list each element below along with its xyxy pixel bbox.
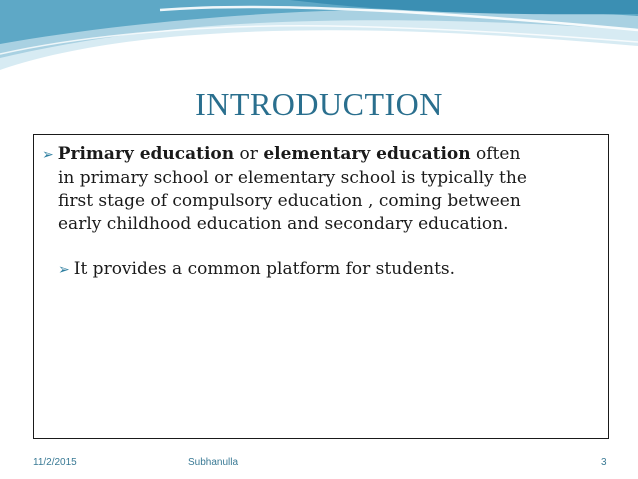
sub-bullet-item xyxy=(58,258,598,282)
bold-term-primary: Primary education xyxy=(57,144,235,164)
main-paragraph xyxy=(42,143,602,236)
decorative-wave-header xyxy=(0,0,638,90)
trailing-text: often xyxy=(470,144,521,164)
sub-bullet-text: It provides a common platform for students. xyxy=(73,259,456,279)
bold-term-elementary: elementary education xyxy=(263,144,471,164)
paragraph-line-4: early childhood education and secondary education. xyxy=(58,214,509,234)
arrow-bullet-icon: ➢ xyxy=(42,147,54,163)
footer-page-number: 3 xyxy=(601,457,607,468)
arrow-bullet-icon: ➢ xyxy=(58,262,70,278)
paragraph-line-3: first stage of compulsory education , coming between xyxy=(58,191,521,211)
connector-text: or xyxy=(234,144,264,164)
content-box xyxy=(33,134,609,439)
paragraph-line-2: in primary school or elementary school is typically the xyxy=(58,168,527,188)
footer-date: 11/2/2015 xyxy=(33,457,77,468)
slide-title: INTRODUCTION xyxy=(195,86,443,122)
footer-author: Subhanulla xyxy=(188,457,239,468)
paragraph-line-1 xyxy=(42,143,602,167)
